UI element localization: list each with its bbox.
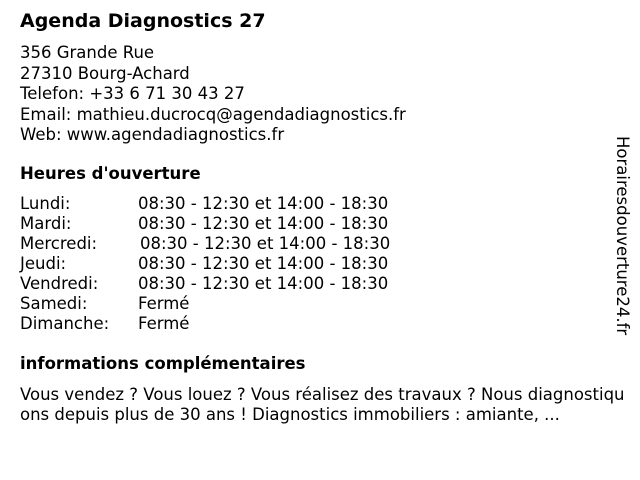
day-label: Lundi: <box>20 194 71 213</box>
day-label: Mercredi: <box>20 234 98 253</box>
hours-table <box>20 194 620 334</box>
time-value: Fermé <box>138 294 190 313</box>
hours-row-tuesday <box>20 214 620 234</box>
time-value: 08:30 - 12:30 et 14:00 - 18:30 <box>140 234 391 253</box>
day-label: Mardi: <box>20 214 72 233</box>
time-value: Fermé <box>138 314 190 333</box>
address-line-1: 356 Grande Rue <box>20 43 155 62</box>
email-line: Email: mathieu.ducrocq@agendadiagnostics.fr <box>20 104 406 124</box>
address-line-2: 27310 Bourg-Achard <box>20 63 190 83</box>
contact-block <box>20 43 406 146</box>
day-label: Samedi: <box>20 294 88 313</box>
hours-row-sunday <box>20 314 620 334</box>
business-name: Agenda Diagnostics 27 <box>20 10 266 32</box>
info-heading: informations complémentaires <box>20 354 306 373</box>
brand-watermark: Horairesdouverture24.fr <box>613 136 632 336</box>
hours-heading: Heures d'ouverture <box>20 164 201 183</box>
day-label: Jeudi: <box>20 254 67 273</box>
web-line: Web: www.agendadiagnostics.fr <box>20 125 285 144</box>
time-value: 08:30 - 12:30 et 14:00 - 18:30 <box>138 194 389 213</box>
day-label: Dimanche: <box>20 314 110 333</box>
info-description: Vous vendez ? Vous louez ? Vous réalisez des travaux ? Nous diagnostiquons depuis plus de 30 ans ! Diagnostics immobiliers : amiante, ... <box>20 385 625 424</box>
time-value: 08:30 - 12:30 et 14:00 - 18:30 <box>138 214 389 233</box>
day-label: Vendredi: <box>20 274 99 293</box>
hours-row-wednesday <box>20 234 620 254</box>
hours-row-saturday <box>20 294 620 314</box>
time-value: 08:30 - 12:30 et 14:00 - 18:30 <box>138 274 389 293</box>
hours-row-monday <box>20 194 620 214</box>
hours-row-thursday <box>20 254 620 274</box>
hours-row-friday <box>20 274 620 294</box>
phone-line: Telefon: +33 6 71 30 43 27 <box>20 84 245 103</box>
time-value: 08:30 - 12:30 et 14:00 - 18:30 <box>138 254 389 273</box>
